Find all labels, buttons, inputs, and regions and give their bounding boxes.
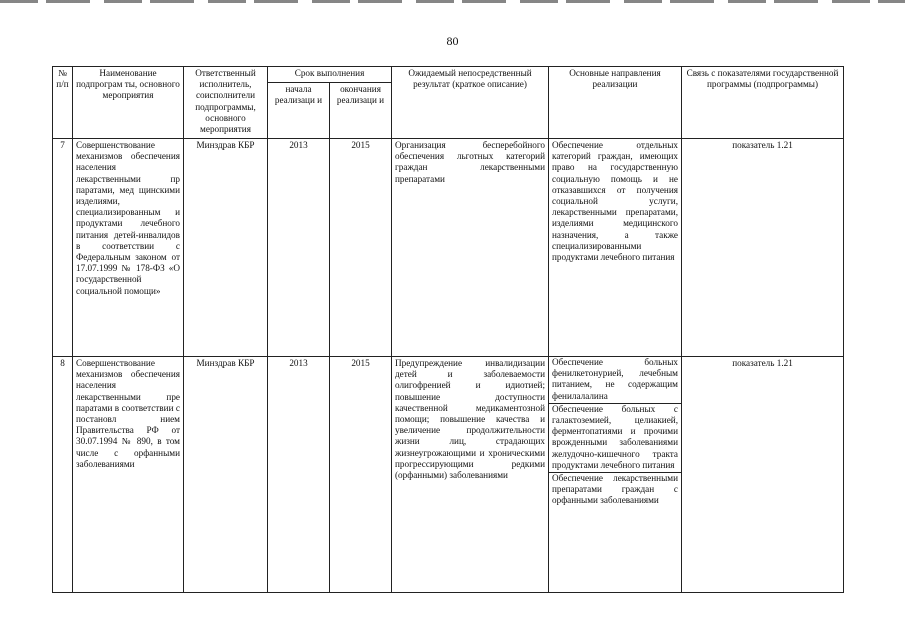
page-number: 80 [446,34,459,48]
header-term: Срок выполнения [268,67,392,83]
row-indicator: показатель 1.21 [682,357,844,593]
row-num: 7 [53,139,73,357]
header-num: № п/п [53,67,73,139]
header-responsible: Ответственный исполнитель, соисполнители подпрограммы, основного мероприятия [184,67,268,139]
row-directions [549,357,682,593]
row-directions [549,139,682,357]
header-term-end: окончания реализаци и [330,83,392,139]
table-row [53,357,844,593]
direction-item: Обеспечение больных с галактоземией, целиакией, ферментопатиями и прочими врожденными заболеваниями желудочно-кишечного тракта продуктами лечебного питания [549,404,681,473]
header-directions: Основные направления реализации [549,67,682,139]
row-name: Совершенствование механизмов обеспечения населения лекарственными пр паратами, мед щинскими изделиями, специализированным и продуктами лечебного питания детей-инвалидов в соответствии с Федеральным законом от 17.07.1999 № 178-ФЗ «О государственной социальной помощи» [73,139,184,357]
row-indicator: показатель 1.21 [682,139,844,357]
top-scan-edge [0,0,905,3]
direction-item: Обеспечение лекарственными препаратами граждан с орфанными заболеваниями [552,473,678,506]
row-responsible: Минздрав КБР [184,357,268,593]
row-end: 2015 [330,139,392,357]
header-term-start: начала реализаци и [268,83,330,139]
header-row [53,67,844,83]
row-start: 2013 [268,357,330,593]
table-row [53,139,844,357]
row-result: Организация бесперебойного обеспечения льготных категорий граждан лекарственными препаратами [392,139,549,357]
row-name: Совершенствование механизмов обеспечения населения лекарственными пре паратами в соответствии с постановл нием Правительства РФ от 30.07.1994 № 890, в том числе с орфанными заболеваниями [73,357,184,593]
header-indicators: Связь с показателями государственной программы (подпрограммы) [682,67,844,139]
row-result: Предупреждение инвалидизации детей и заболеваемости олигофренией и идиотией; повышение доступности качественной медикаментозной помощи; повышение качества и увеличение продолжительности жизни лиц, страдающих жизнеугрожающими и хроническими прогрессирующими редкими (орфанными) заболеваниями [392,357,549,593]
header-name: Наименование подпрограм ты, основного мероприятия [73,67,184,139]
direction-item: Обеспечение отдельных категорий граждан, имеющих право на государственную социальную помощь и не отказавшихся от получения социальной услуги, лекарственными препаратами, изделиями медицинского назначения, а также специализированными продуктами лечебного питания [552,140,678,263]
row-end: 2015 [330,357,392,593]
row-num: 8 [53,357,73,593]
row-responsible: Минздрав КБР [184,139,268,357]
header-result: Ожидаемый непосредственный результат (краткое описание) [392,67,549,139]
row-start: 2013 [268,139,330,357]
direction-item: Обеспечение больных фенилкетонурией, лечебным питанием, не содержащим фенилалалина [549,357,681,404]
program-table [52,66,844,593]
